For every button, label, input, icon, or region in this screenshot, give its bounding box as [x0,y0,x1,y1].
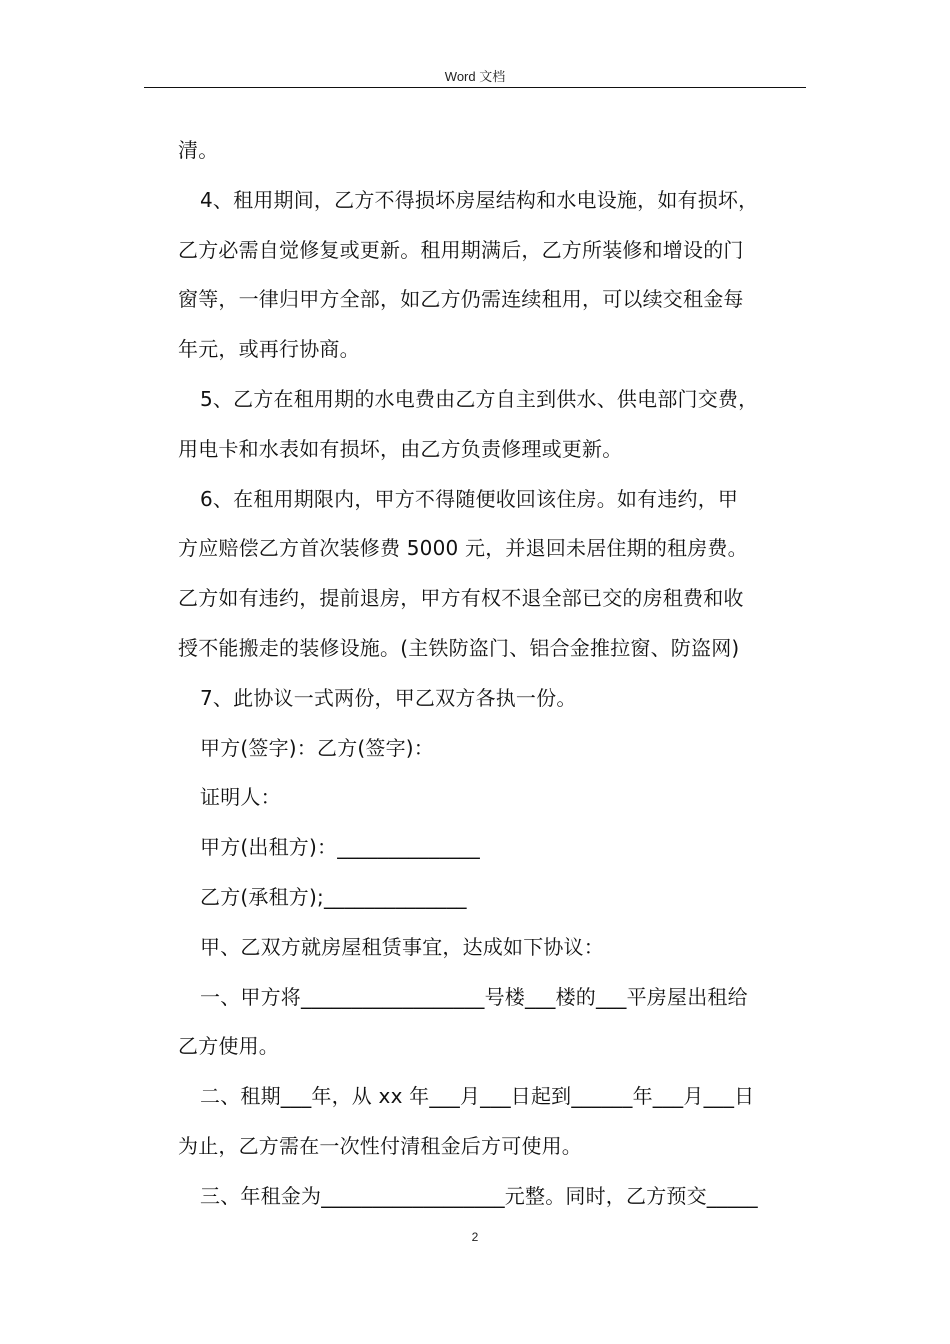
text-line: 4、租用期间，乙方不得损坏房屋结构和水电设施，如有损坏， [200,187,759,212]
text-line: 乙方使用。 [178,1034,279,1059]
lessee-line: 乙方(承租方);______________ [200,884,467,909]
text-line: 方应赔偿乙方首次装修费 5000 元，并退回未居住期的租房费。 [178,536,748,561]
text-line: 为止，乙方需在一次性付清租金后方可使用。 [178,1133,582,1158]
text-line: 授不能搬走的装修设施。(主铁防盗门、铝合金推拉窗、防盗网) [178,635,740,660]
text-line: 6、在租用期限内，甲方不得随便收回该住房。如有违约，甲 [200,486,739,511]
document-body [178,126,808,1222]
text-line: 5、乙方在租用期的水电费由乙方自主到供水、供电部门交费， [200,386,759,411]
text-line: 三、年租金为__________________元整。同时，乙方预交_____ [200,1183,758,1208]
witness-line: 证明人： [200,785,281,810]
text-line: 清。 [178,138,219,162]
text-line: 用电卡和水表如有损坏，由乙方负责修理或更新。 [178,436,623,461]
text-line: 二、租期___年，从 xx 年___月___日起到______年___月___日 [200,1084,755,1109]
text-line: 年元，或再行协商。 [178,337,360,362]
text-line: 一、甲方将__________________号楼___楼的___平房屋出租给 [200,984,748,1009]
text-line: 7、此协议一式两份，甲乙双方各执一份。 [200,685,577,710]
text-line: 乙方必需自觉修复或更新。租用期满后，乙方所装修和增设的门 [178,237,744,262]
page-header: Word 文档 [444,69,506,84]
lessor-line: 甲方(出租方)：______________ [200,835,481,860]
page-number: 2 [471,1230,479,1244]
text-line: 窗等，一律归甲方全部，如乙方仍需连续租用，可以续交租金每 [178,287,744,312]
text-line: 甲、乙双方就房屋租赁事宜，达成如下协议： [200,934,604,959]
text-line: 乙方如有违约，提前退房，甲方有权不退全部已交的房租费和收 [178,586,744,611]
signature-line: 甲方(签字)：乙方(签字)： [200,735,435,760]
header-rule [144,87,806,88]
